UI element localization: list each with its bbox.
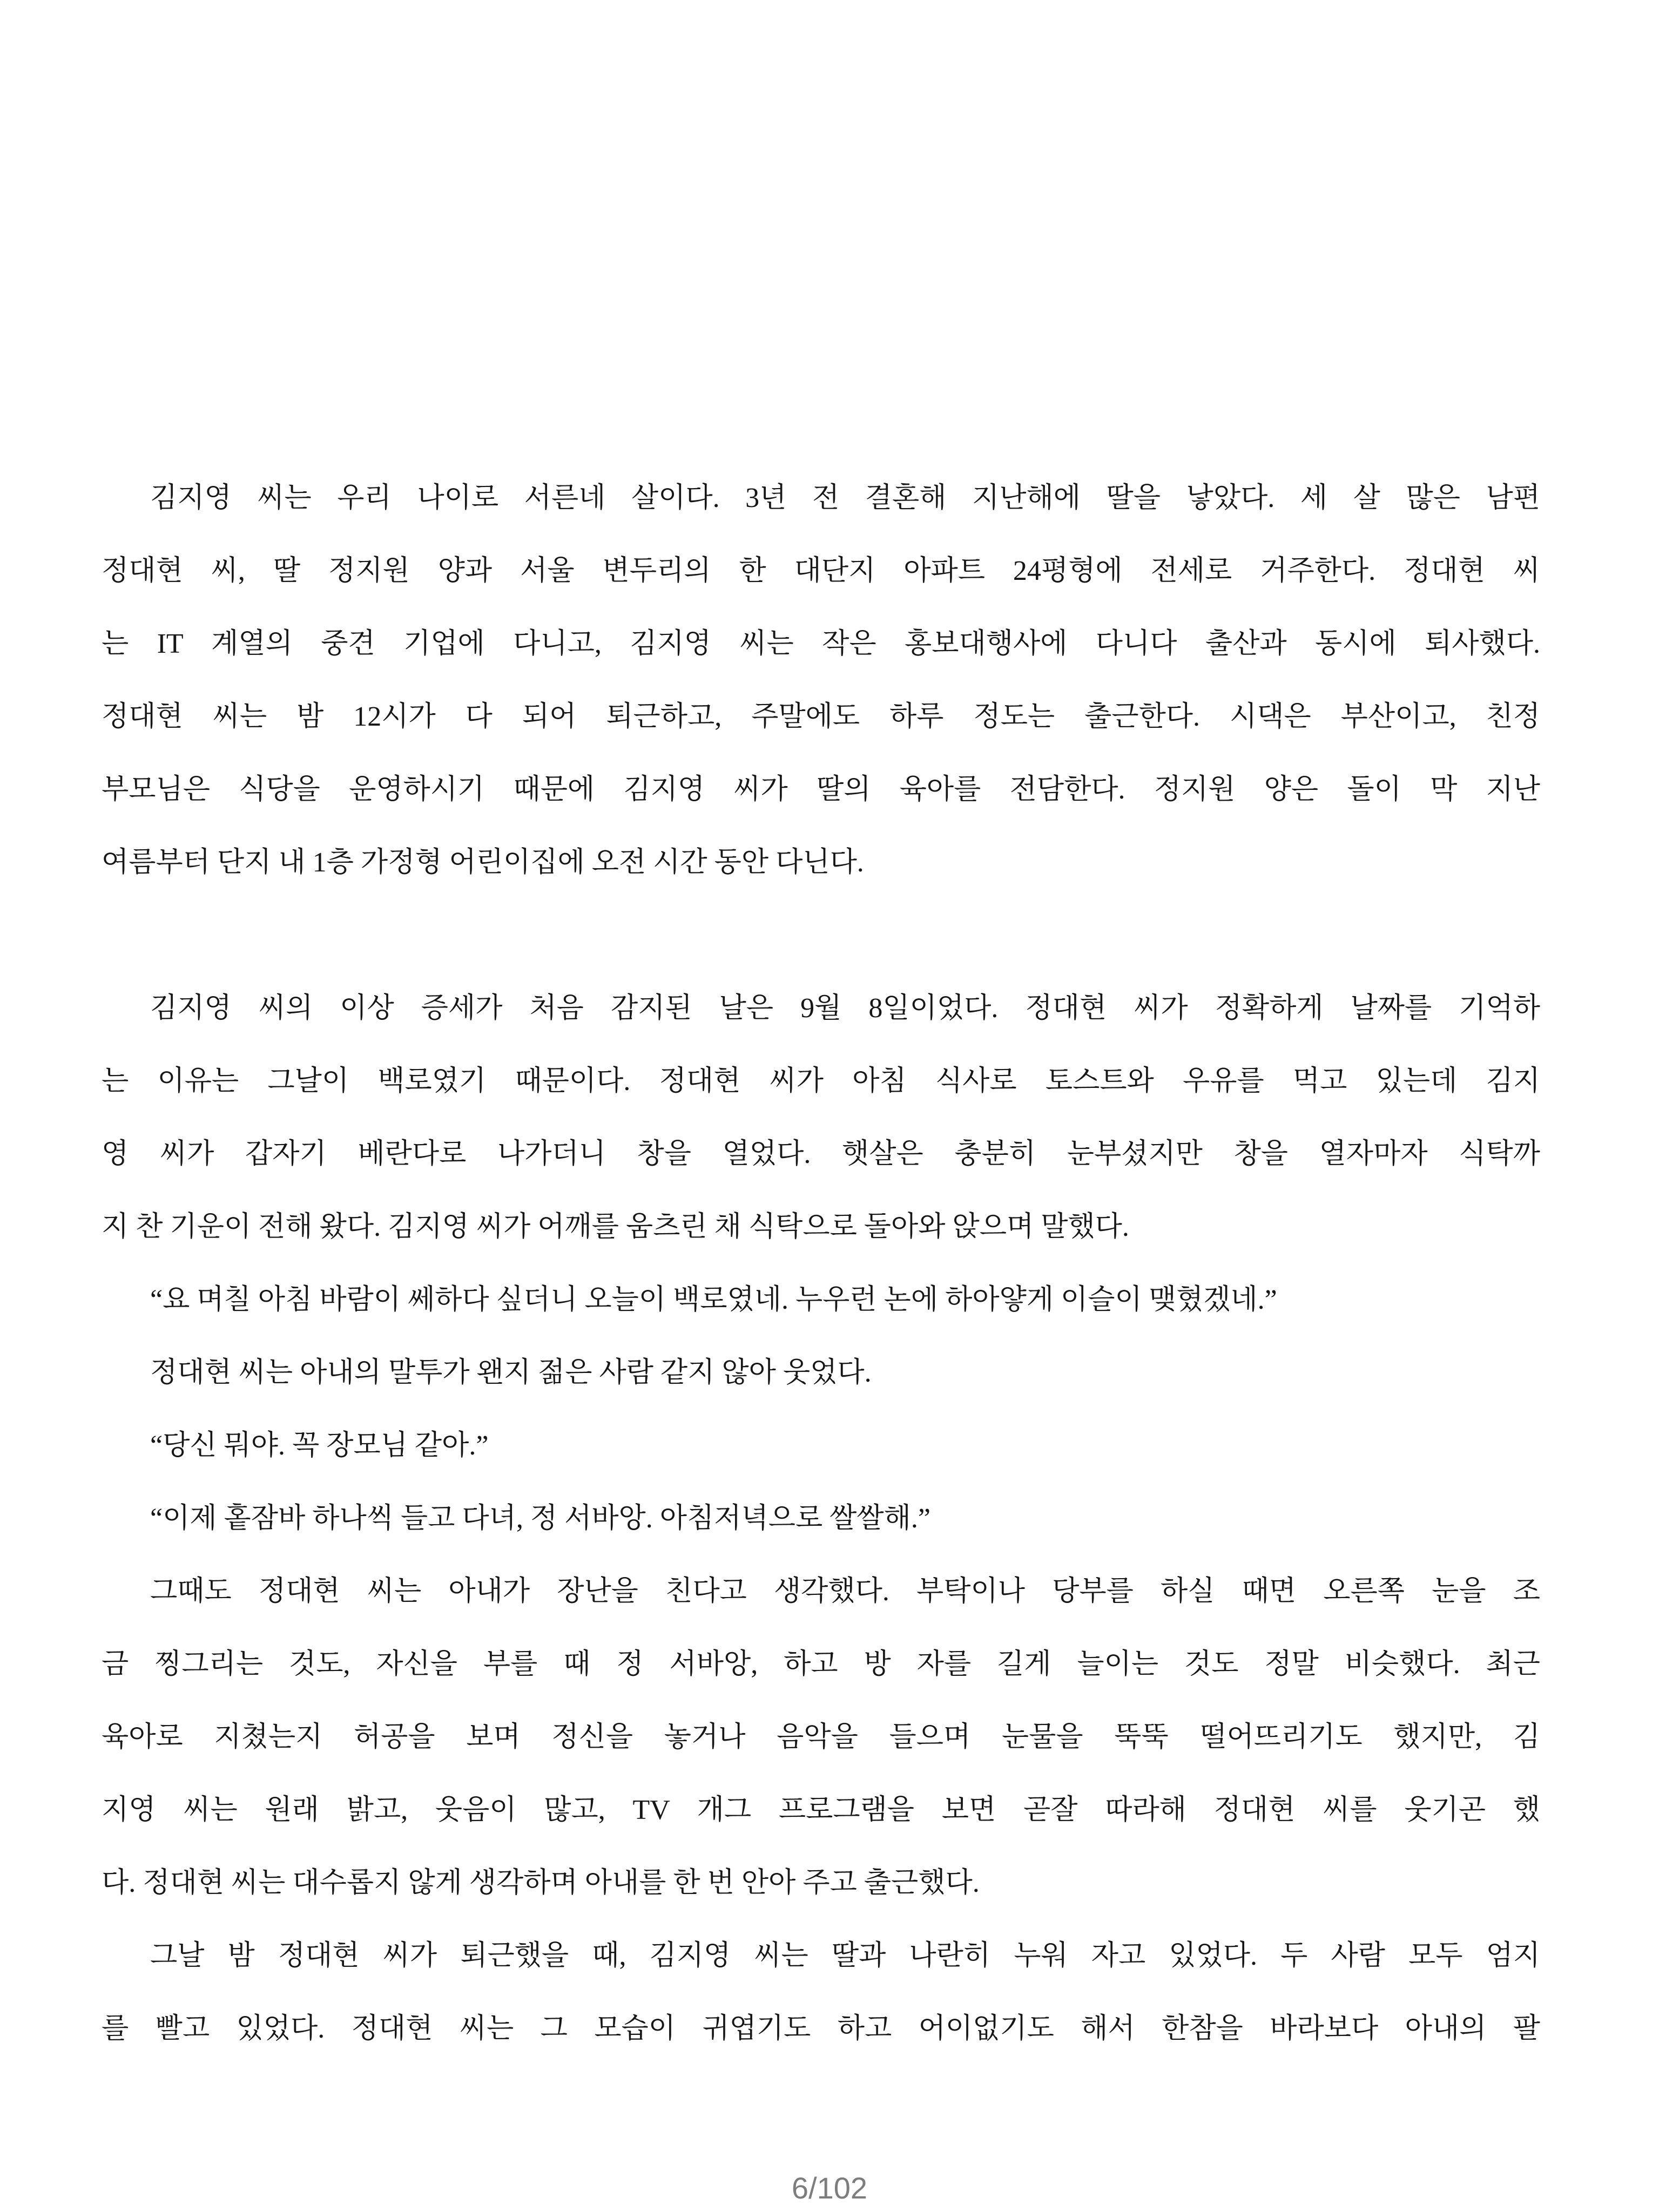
text-line: 부모님은 식당을 운영하시기 때문에 김지영 씨가 딸의 육아를 전담한다. 정지원 양은 돌이 막 지난 bbox=[102, 774, 1540, 805]
text-line: 여름부터 단지 내 1층 가정형 어린이집에 오전 시간 동안 다닌다. bbox=[102, 847, 864, 878]
text-line: “요 며칠 아침 바람이 쎄하다 싶더니 오늘이 백로였네. 누우런 논에 하아얗게 이슬이 맺혔겠네.” bbox=[150, 1284, 1277, 1315]
page-text bbox=[102, 462, 1540, 2065]
page-indicator: 6/102 bbox=[791, 2171, 868, 2205]
text-line: 다. 정대현 씨는 대수롭지 않게 생각하며 아내를 한 번 안아 주고 출근했다. bbox=[102, 1868, 980, 1898]
paragraph bbox=[102, 462, 1540, 899]
text-line: 는 이유는 그날이 백로였기 때문이다. 정대현 씨가 아침 식사로 토스트와 우유를 먹고 있는데 김지 bbox=[102, 1066, 1540, 1097]
dialogue-paragraph bbox=[102, 1409, 1540, 1482]
text-line: 그때도 정대현 씨는 아내가 장난을 친다고 생각했다. 부탁이나 당부를 하실 때면 오른쪽 눈을 조 bbox=[150, 1576, 1540, 1607]
text-line: 김지영 씨의 이상 증세가 처음 감지된 날은 9월 8일이었다. 정대현 씨가 정확하게 날짜를 기억하 bbox=[150, 993, 1540, 1024]
paragraph bbox=[102, 1919, 1540, 2065]
paragraph bbox=[102, 972, 1540, 1263]
page-footer bbox=[0, 2172, 1659, 2205]
text-line: 김지영 씨는 우리 나이로 서른네 살이다. 3년 전 결혼해 지난해에 딸을 낳았다. 세 살 많은 남편 bbox=[150, 483, 1540, 513]
text-line: 정대현 씨는 아내의 말투가 왠지 젊은 사람 같지 않아 웃었다. bbox=[150, 1357, 872, 1388]
text-line: 영 씨가 갑자기 베란다로 나가더니 창을 열었다. 햇살은 충분히 눈부셨지만 창을 열자마자 식탁까 bbox=[102, 1139, 1540, 1169]
text-line: 정대현 씨, 딸 정지원 양과 서울 변두리의 한 대단지 아파트 24평형에 전세로 거주한다. 정대현 씨 bbox=[102, 556, 1540, 586]
paragraph bbox=[102, 1555, 1540, 1919]
text-line: 를 빨고 있었다. 정대현 씨는 그 모습이 귀엽기도 하고 어이없기도 해서 한참을 바라보다 아내의 팔 bbox=[102, 2013, 1540, 2044]
dialogue-paragraph bbox=[102, 1263, 1540, 1336]
text-line: 지영 씨는 원래 밝고, 웃음이 많고, TV 개그 프로그램을 보면 곧잘 따라해 정대현 씨를 웃기곤 했 bbox=[102, 1795, 1540, 1825]
text-line: “당신 뭐야. 꼭 장모님 같아.” bbox=[150, 1430, 489, 1461]
paragraph bbox=[102, 1336, 1540, 1409]
text-line: “이제 홑잠바 하나씩 들고 다녀, 정 서바앙. 아침저녁으로 쌀쌀해.” bbox=[150, 1503, 930, 1534]
text-line: 정대현 씨는 밤 12시가 다 되어 퇴근하고, 주말에도 하루 정도는 출근한다. 시댁은 부산이고, 친정 bbox=[102, 701, 1540, 732]
text-line: 금 찡그리는 것도, 자신을 부를 때 정 서바앙, 하고 방 자를 길게 늘이는 것도 정말 비슷했다. 최근 bbox=[102, 1649, 1540, 1680]
dialogue-paragraph bbox=[102, 1482, 1540, 1555]
text-line: 지 찬 기운이 전해 왔다. 김지영 씨가 어깨를 움츠린 채 식탁으로 돌아와 앉으며 말했다. bbox=[102, 1212, 1129, 1242]
text-line: 육아로 지쳤는지 허공을 보며 정신을 놓거나 음악을 들으며 눈물을 뚝뚝 떨어뜨리기도 했지만, 김 bbox=[102, 1722, 1540, 1753]
text-line: 는 IT 계열의 중견 기업에 다니고, 김지영 씨는 작은 홍보대행사에 다니다 출산과 동시에 퇴사했다. bbox=[102, 628, 1540, 659]
text-line: 그날 밤 정대현 씨가 퇴근했을 때, 김지영 씨는 딸과 나란히 누워 자고 있었다. 두 사람 모두 엄지 bbox=[150, 1940, 1540, 1971]
